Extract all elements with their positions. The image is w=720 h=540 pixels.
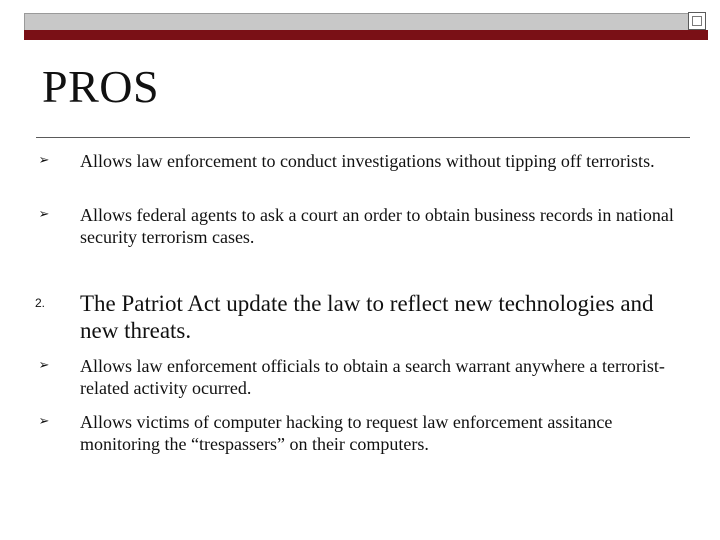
- arrow-bullet-icon: ➢: [38, 414, 50, 429]
- arrow-bullet-icon: ➢: [38, 358, 50, 373]
- slide-title: PROS: [42, 61, 160, 112]
- bullet-text: Allows law enforcement to conduct investigations without tipping off terrorists.: [80, 151, 655, 171]
- bullet-text: Allows federal agents to ask a court an order to obtain business records in national security terrorism cases.: [80, 205, 674, 247]
- numbered-text: The Patriot Act update the law to reflect new technologies and new threats.: [80, 291, 654, 343]
- numbered-item: [34, 290, 680, 344]
- arrow-bullet-icon: ➢: [38, 207, 50, 222]
- arrow-bullet-icon: ➢: [38, 153, 50, 168]
- header-band: [24, 13, 690, 31]
- bullet-item: [38, 204, 680, 248]
- bullet-text: Allows victims of computer hacking to request law enforcement assitance monitoring the “trespassers” on their computers.: [80, 412, 613, 454]
- header-accent-band: [24, 30, 708, 40]
- bullet-item: [38, 150, 680, 172]
- title-divider: [36, 137, 690, 138]
- bullet-item: [38, 355, 680, 399]
- bullet-item: [38, 411, 680, 455]
- corner-square-icon: [688, 12, 706, 30]
- item-number: 2.: [34, 296, 45, 310]
- bullet-text: Allows law enforcement officials to obtain a search warrant anywhere a terrorist-related activity ocurred.: [80, 356, 665, 398]
